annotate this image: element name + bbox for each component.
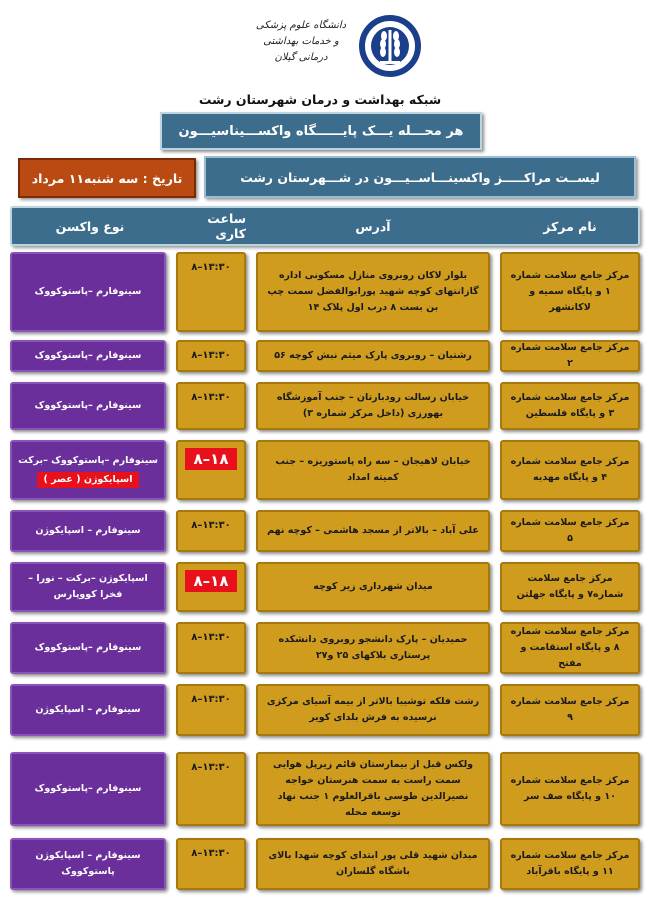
- center-name-cell: مرکز جامع سلامت شماره۷ و پایگاه جهلتن: [500, 562, 640, 612]
- vaccine-cell: [10, 562, 166, 612]
- table-row: [0, 684, 648, 736]
- hours-text: ۸–۱۳:۳۰: [191, 520, 231, 531]
- center-name-cell: مرکز جامع سلامت شماره ۲: [500, 340, 640, 372]
- university-emblem-icon: [358, 14, 422, 78]
- center-name-cell: مرکز جامع سلامت شماره ۱۱ و پایگاه باقرآباد: [500, 838, 640, 890]
- column-header-address: آدرس: [355, 218, 391, 234]
- hours-highlight: ۸–۱۸: [185, 448, 238, 470]
- vaccine-cell: [10, 838, 166, 890]
- hours-text: ۸–۱۳:۳۰: [191, 632, 231, 643]
- university-logo: [250, 12, 420, 82]
- column-header-hours: ساعت کاری: [207, 211, 246, 241]
- vaccine-cell: [10, 252, 166, 332]
- hours-cell: [176, 838, 246, 890]
- vaccine-text: سینوفارم – اسپایکوژن: [35, 525, 141, 536]
- hours-cell: [176, 382, 246, 430]
- vaccine-text: سینوفارم –پاستوکووک: [34, 642, 142, 653]
- hours-text: ۸–۱۳:۳۰: [191, 392, 231, 403]
- hours-cell: [176, 684, 246, 736]
- hours-text: ۸–۱۳:۳۰: [191, 350, 231, 361]
- address-cell: حمیدیان – پارک دانشجو روبروی دانشکده پرستاری بلاکهای ۲۵ و۲۷: [256, 622, 490, 674]
- hours-cell: [176, 562, 246, 612]
- evening-vaccine-tag: اسپایکوژن ( عصر ): [37, 472, 138, 488]
- table-row: [0, 838, 648, 890]
- table-header: [10, 206, 640, 246]
- university-name: [250, 18, 352, 66]
- list-title: لیســت مراکـــــز واکسینـــاســیـــون در شـــهرستان رشت: [204, 156, 636, 198]
- table-row: [0, 622, 648, 674]
- vaccine-cell: [10, 440, 166, 500]
- center-name-cell: مرکز جامع سلامت شماره ۸ و پایگاه استقامت و مفتح: [500, 622, 640, 674]
- date-label: تاریخ : سه شنبه۱۱ مرداد: [18, 158, 196, 198]
- table-row: [0, 382, 648, 430]
- table-row: [0, 340, 648, 372]
- center-name-cell: مرکز جامع سلامت شماره ۱ و پایگاه سمیه و لاکانشهر: [500, 252, 640, 332]
- table-row: [0, 252, 648, 332]
- center-name-cell: مرکز جامع سلامت شماره ۵: [500, 510, 640, 552]
- vaccine-text: سینوفارم – اسپایکوژن: [35, 704, 141, 715]
- address-cell: علی آباد – بالاتر از مسجد هاشمی – کوچه نهم: [256, 510, 490, 552]
- address-cell: ولکس قبل از بیمارستان قائم زیرپل هوایی سمت راست به سمت هنرستان خواجه نصیرالدین طوسی باقرالعلوم ۱ جنب نهاد توسعه محله: [256, 752, 490, 826]
- table-row: [0, 562, 648, 612]
- vaccine-cell: [10, 752, 166, 826]
- address-cell: رشتیان – روبروی پارک میثم نبش کوچه ۵۶: [256, 340, 490, 372]
- vaccine-cell: [10, 510, 166, 552]
- network-title: شبکه بهداشت و درمان شهرستان رشت: [198, 92, 442, 107]
- university-name-line1: دانشگاه علوم پزشکی: [255, 20, 347, 31]
- address-cell: میدان شهید قلی پور ابتدای کوچه شهدا بالای باشگاه گلساران: [256, 838, 490, 890]
- vaccine-cell: [10, 340, 166, 372]
- hours-cell: [176, 622, 246, 674]
- hours-text: ۸–۱۳:۳۰: [191, 262, 231, 273]
- center-name-cell: مرکز جامع سلامت شماره ۱۰ و پایگاه صف سر: [500, 752, 640, 826]
- hours-text: ۸–۱۳:۳۰: [191, 694, 231, 705]
- vaccine-cell: [10, 684, 166, 736]
- table-row: [0, 440, 648, 500]
- hours-text: ۸–۱۳:۳۰: [191, 762, 231, 773]
- campaign-banner: هر محـــله یـــک پایــــــگاه واکســـیناسیـــون: [160, 112, 482, 150]
- hours-cell: [176, 440, 246, 500]
- vaccine-cell: [10, 622, 166, 674]
- table-row: [0, 752, 648, 826]
- column-header-center-name: نام مرکز: [543, 218, 597, 234]
- hours-highlight: ۸–۱۸: [185, 570, 238, 592]
- address-cell: بلوار لاکان روبروی منازل مسکونی اداره گازانتهای کوچه شهید پورابوالفضل سمت چپ بن بست ۸ درب اول پلاک ۱۴: [256, 252, 490, 332]
- vaccine-text: اسپایکوژن –برکت – نورا – فخرا کووپارس: [28, 573, 148, 600]
- address-cell: خیابان رسالت رودبارتان – جنب آموزشگاه بهورزی (داخل مرکز شماره ۳): [256, 382, 490, 430]
- vaccine-text: سینوفارم –پاستوکووک: [34, 350, 142, 361]
- table-row: [0, 510, 648, 552]
- center-name-cell: مرکز جامع سلامت شماره ۴ و پایگاه مهدیه: [500, 440, 640, 500]
- hours-cell: [176, 340, 246, 372]
- vaccine-text: سینوفارم –پاستوکووک: [34, 286, 142, 297]
- vaccine-text: سینوفارم –پاستوکووک: [34, 400, 142, 411]
- center-name-cell: مرکز جامع سلامت شماره ۳ و پایگاه فلسطین: [500, 382, 640, 430]
- address-cell: خیابان لاهیجان – سه راه پاستوریزه – جنب کمیته امداد: [256, 440, 490, 500]
- hours-cell: [176, 252, 246, 332]
- vaccine-text: سینوفارم –پاستوکووک –برکت: [18, 454, 158, 466]
- hours-text: ۸–۱۳:۳۰: [191, 848, 231, 859]
- vaccine-cell: [10, 382, 166, 430]
- address-cell: رشت فلکه توشیبا بالاتر از بیمه آسیای مرکزی نرسیده به فرش بلدای کویر: [256, 684, 490, 736]
- column-header-vaccine: نوع واکسن: [55, 218, 125, 234]
- university-name-line2: و خدمات بهداشتی درمانی گیلان: [263, 36, 339, 63]
- hours-cell: [176, 510, 246, 552]
- address-cell: میدان شهرداری زیر کوچه: [256, 562, 490, 612]
- vaccine-text: سینوفارم – اسپایکوژن پاستوکووک: [35, 850, 141, 877]
- hours-cell: [176, 752, 246, 826]
- vaccine-text: سینوفارم –پاستوکووک: [34, 783, 142, 794]
- center-name-cell: مرکز جامع سلامت شماره ۹: [500, 684, 640, 736]
